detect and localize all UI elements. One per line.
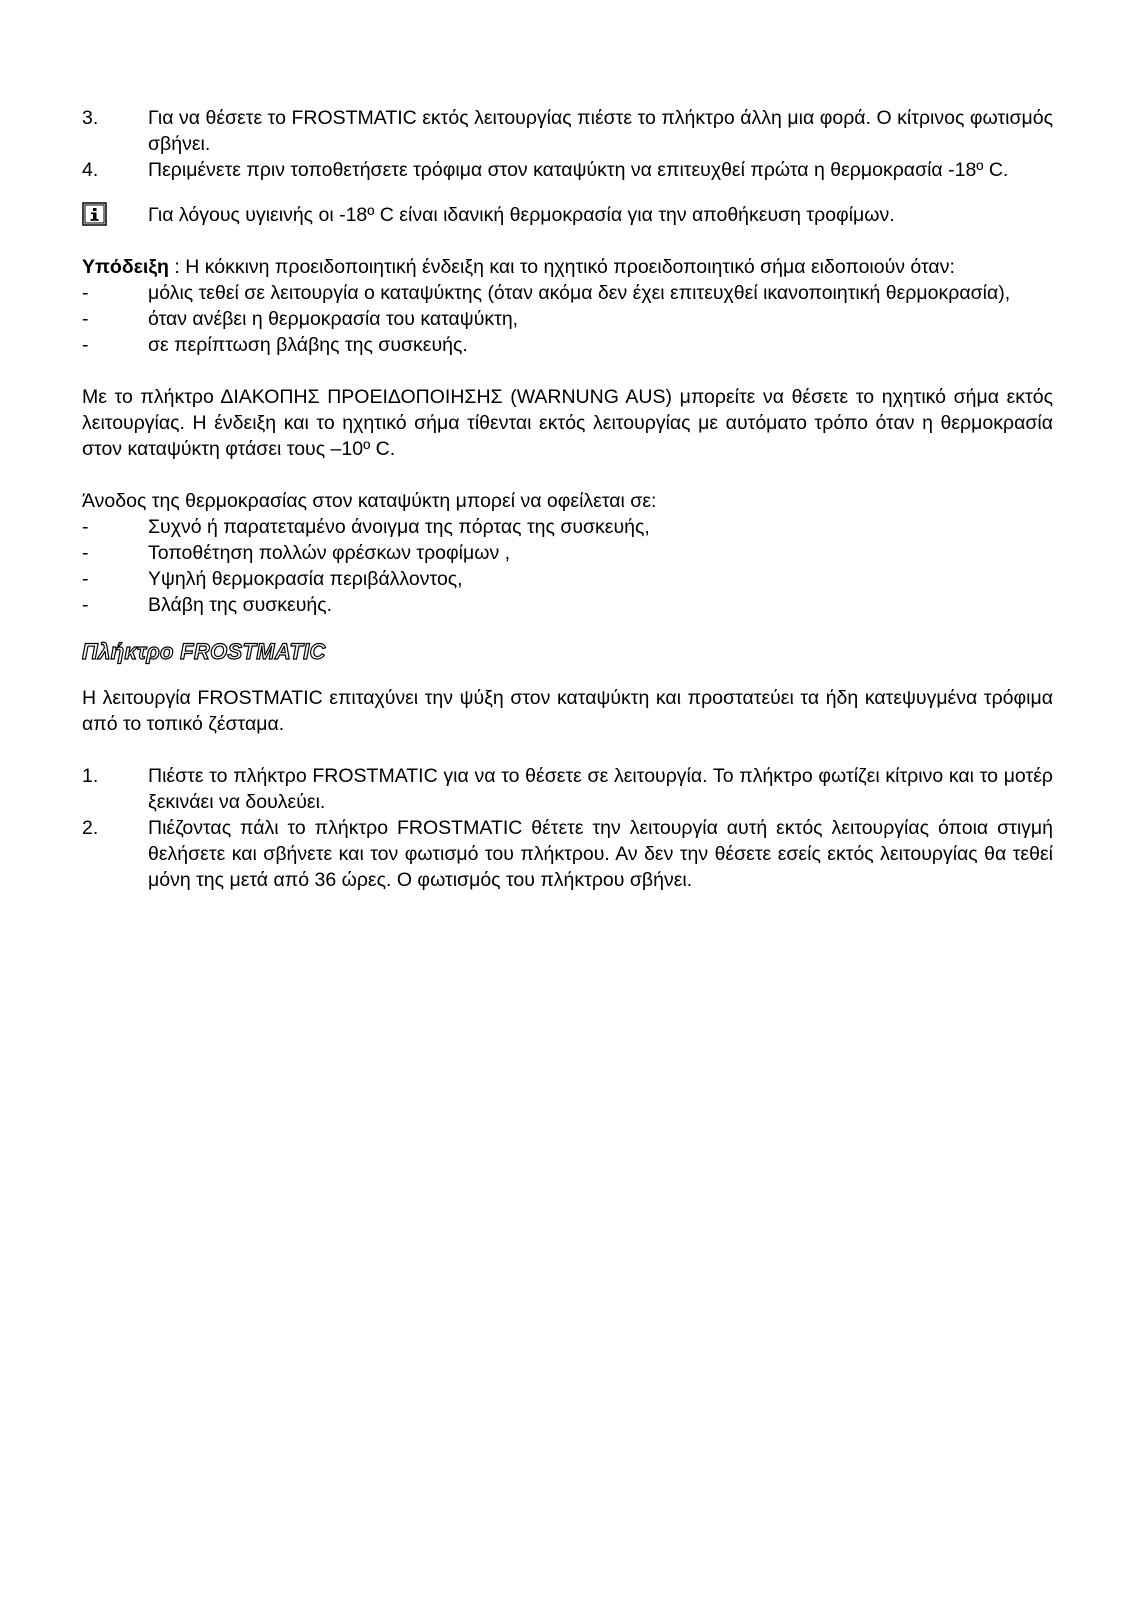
frostmatic-intro: Η λειτουργία FROSTMATIC επιταχύνει την ψύξη στον καταψύκτη και προστατεύει τα ήδη κατεψυγμένα τρόφιμα από το τοπικό ζέσταμα. — [82, 687, 1053, 735]
list-item — [82, 815, 1053, 893]
temperature-rise-block — [82, 488, 1053, 618]
list-item — [82, 280, 1053, 306]
bullet-text: Υψηλή θερμοκρασία περιβάλλοντος, — [148, 568, 463, 590]
list-item — [82, 105, 1053, 157]
step-number: 2. — [82, 817, 99, 839]
step-text: Για να θέσετε το FROSTMATIC εκτός λειτουργίας πιέστε το πλήκτρο άλλη μια φορά. Ο κίτρινος φωτισμός σβήνει. — [148, 107, 1053, 155]
list-item — [82, 540, 1053, 566]
hint-text: Η κόκκινη προειδοποιητική ένδειξη και το ηχητικό προειδοποιητικό σήμα ειδοποιούν όταν: — [185, 256, 955, 278]
step-text: Πιέστε το πλήκτρο FROSTMATIC για να το θέσετε σε λειτουργία. Το πλήκτρο φωτίζει κίτρινο και το μοτέρ ξεκινάει να δουλεύει. — [148, 765, 1053, 813]
bullet-text: σε περίπτωση βλάβης της συσκευής. — [148, 334, 468, 356]
bullet-text: Συχνό ή παρατεταμένο άνοιγμα της πόρτας της συσκευής, — [148, 516, 650, 538]
frostmatic-steps-list — [82, 763, 1053, 893]
step-text: Περιμένετε πριν τοποθετήσετε τρόφιμα στον καταψύκτη να επιτευχθεί πρώτα η θερμοκρασία -18º C. — [148, 159, 1009, 181]
bullet-text: Τοποθέτηση πολλών φρέσκων τροφίμων , — [148, 542, 511, 564]
section-heading: Πλήκτρο FROSTMATIC — [82, 639, 326, 664]
bullet-marker: - — [82, 594, 89, 616]
bullet-text: Βλάβη της συσκευής. — [148, 594, 333, 616]
list-item — [82, 157, 1053, 183]
hint-label: Υπόδειξη — [82, 256, 169, 278]
list-item — [82, 514, 1053, 540]
step-number: 4. — [82, 159, 99, 181]
step-text: Πιέζοντας πάλι το πλήκτρο FROSTMATIC θέτετε την λειτουργία αυτή εκτός λειτουργίας όποια στιγμή θελήσετε και σβήνετε και τον φωτισμό του πλήκτρου. Αν δεν την θέσετε εσείς εκτός λειτουργίας θα τεθεί μόνη της μετά από 36 ώρες. Ο φωτισμός του πλήκτρου σβήνει. — [148, 817, 1053, 891]
hint-block — [82, 254, 1053, 358]
bullet-marker: - — [82, 516, 89, 538]
bullet-marker: - — [82, 542, 89, 564]
bullet-marker: - — [82, 334, 89, 356]
info-icon — [82, 202, 107, 226]
list-item — [82, 566, 1053, 592]
list-item — [82, 763, 1053, 815]
list-item — [82, 332, 1053, 358]
list-item — [82, 306, 1053, 332]
hint-separator: : — [168, 256, 186, 278]
temperature-rise-intro: Άνοδος της θερμοκρασίας στον καταψύκτη μπορεί να οφείλεται σε: — [82, 490, 657, 512]
top-steps-list — [82, 105, 1053, 183]
step-number: 1. — [82, 765, 99, 787]
step-number: 3. — [82, 107, 99, 129]
bullet-marker: - — [82, 568, 89, 590]
hint-paragraph — [82, 254, 1053, 280]
bullet-marker: - — [82, 308, 89, 330]
info-note — [82, 202, 1053, 228]
list-item — [82, 592, 1053, 618]
bullet-text: όταν ανέβει η θερμοκρασία του καταψύκτη, — [148, 308, 519, 330]
bullet-marker: - — [82, 282, 89, 304]
info-note-text: Για λόγους υγιεινής οι -18º C είναι ιδανική θερμοκρασία για την αποθήκευση τροφίμων. — [148, 204, 895, 226]
bullet-text: μόλις τεθεί σε λειτουργία ο καταψύκτης (όταν ακόμα δεν έχει επιτευχθεί ικανοποιητική θερμοκρασία), — [148, 282, 1011, 304]
document-page — [82, 105, 1053, 893]
warning-off-paragraph: Με το πλήκτρο ΔΙΑΚΟΠΗΣ ΠΡΟΕΙΔΟΠΟΙΗΣΗΣ (WARNUNG AUS) μπορείτε να θέσετε το ηχητικό σήμα εκτός λειτουργίας. Η ένδειξη και το ηχητικό σήμα τίθενται εκτός λειτουργίας με αυτόματο τρόπο όταν η θερμοκρασία στον καταψύκτη φτάσει τους –10º C. — [82, 386, 1053, 460]
